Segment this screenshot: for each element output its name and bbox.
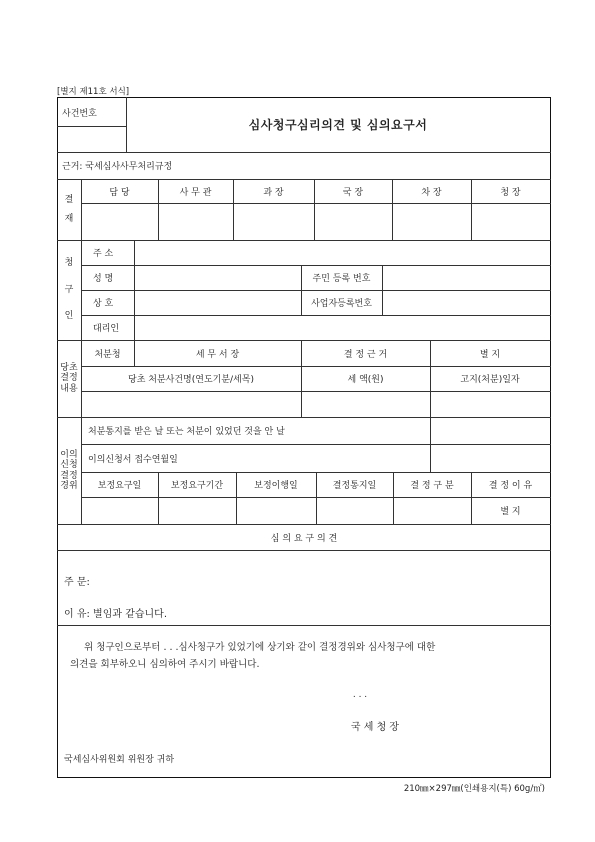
notice-received-field[interactable] (431, 418, 549, 443)
case-number-field[interactable] (58, 127, 125, 151)
opinion-header: 심 의 요 구 의 견 (270, 533, 338, 544)
signature-box-bureau-chief[interactable] (315, 204, 391, 239)
correction-done-date-field[interactable] (237, 498, 315, 523)
tax-amount-label: 세 액(원) (347, 375, 384, 385)
name-field[interactable] (135, 266, 300, 289)
signing-date[interactable]: . . . (352, 690, 368, 700)
approval-col-bureau-chief: 국 장 (342, 188, 364, 198)
decision-basis-label: 결 정 근 거 (343, 349, 388, 360)
correction-request-date-label: 보정요구일 (97, 481, 142, 491)
signature-box-staff[interactable] (82, 204, 157, 239)
business-number-field[interactable] (383, 291, 549, 314)
approval-col-section-chief: 과 장 (263, 188, 284, 198)
notice-date-field[interactable] (431, 392, 549, 416)
business-number-label: 사업자등록번호 (311, 299, 372, 309)
statement-line-1: 위 청구인으로부터 . . .심사청구가 있었기에 상기와 같이 결정경위와 심사청구에 대한 (84, 642, 436, 653)
approval-col-staff: 담 당 (109, 188, 130, 198)
signer-title: 국 세 청 장 (350, 721, 400, 733)
approval-col-officer: 사 무 관 (179, 188, 212, 198)
reason-label: 이 유: 별임과 같습니다. (64, 608, 168, 620)
trade-name-field[interactable] (135, 291, 300, 314)
notice-received-label: 처분통지를 받은 날 또는 처분이 있었던 것을 안 날 (88, 427, 285, 437)
filing-date-label: 이의신청서 접수연월일 (88, 454, 178, 465)
notice-date-label: 고지(처분)일자 (460, 375, 520, 385)
signature-box-officer[interactable] (159, 204, 232, 239)
recipient-text: 국세심사위원회 위원장 귀하 (64, 754, 175, 765)
claimant-label: 청 구 인 (64, 258, 74, 322)
approval-col-deputy: 차 장 (421, 188, 442, 198)
correction-request-date-field[interactable] (82, 498, 157, 523)
resident-number-label: 주민 등록 번호 (312, 274, 371, 284)
tax-item-label: 당초 처분사건명(연도기분/세목) (128, 375, 254, 385)
signature-box-deputy[interactable] (393, 204, 470, 239)
signature-box-commissioner[interactable] (472, 204, 549, 239)
decision-notice-date-field[interactable] (317, 498, 392, 523)
decision-type-field[interactable] (394, 498, 470, 523)
trade-name-label: 상 호 (93, 299, 114, 309)
approval-col-commissioner: 청 장 (500, 188, 521, 198)
signature-box-section-chief[interactable] (234, 204, 313, 239)
tax-amount-field[interactable] (302, 392, 429, 416)
page-title: 심사청구심리의견 및 심의요구서 (248, 118, 428, 132)
tax-item-field[interactable] (82, 392, 300, 416)
appeal-label: 이의 신청 결정 경위 (60, 449, 78, 491)
correction-period-field[interactable] (159, 498, 235, 523)
agent-label: 대리인 (93, 324, 120, 334)
disposition-office-label: 처분청 (94, 349, 121, 360)
agent-field[interactable] (135, 316, 549, 339)
basis-text: 근거: 국세심사사무처리규정 (62, 162, 173, 172)
name-label: 성 명 (93, 274, 114, 284)
decision-attachment-label: 별 지 (479, 349, 501, 360)
decision-reason-attachment: 별 지 (500, 507, 521, 517)
address-field[interactable] (135, 241, 549, 264)
statement-line-2: 의견을 회부하오니 심의하여 주시기 바랍니다. (70, 659, 260, 670)
correction-done-date-label: 보정이행일 (254, 481, 298, 491)
address-label: 주 소 (93, 249, 114, 259)
frame-bottom (57, 777, 551, 778)
order-label: 주 문: (64, 576, 90, 588)
decision-type-label: 결 정 구 분 (410, 481, 454, 491)
case-number-label: 사건번호 (62, 108, 97, 119)
tax-office-label: 세 무 서 장 (195, 349, 240, 360)
correction-period-label: 보정요구기간 (170, 481, 224, 491)
filing-date-field[interactable] (431, 445, 549, 471)
decision-notice-date-label: 결정통지일 (332, 481, 377, 491)
decision-reason-label: 결 정 이 유 (488, 481, 533, 491)
approval-label: 결 재 (64, 195, 74, 224)
resident-number-field[interactable] (383, 266, 549, 289)
form-number: [별지 제11호 서식] (57, 87, 130, 97)
original-decision-label: 당초 결정 내용 (60, 362, 78, 394)
paper-spec: 210㎜×297㎜(인쇄용지(특) 60g/㎡) (403, 784, 545, 794)
frame-right (550, 97, 551, 777)
